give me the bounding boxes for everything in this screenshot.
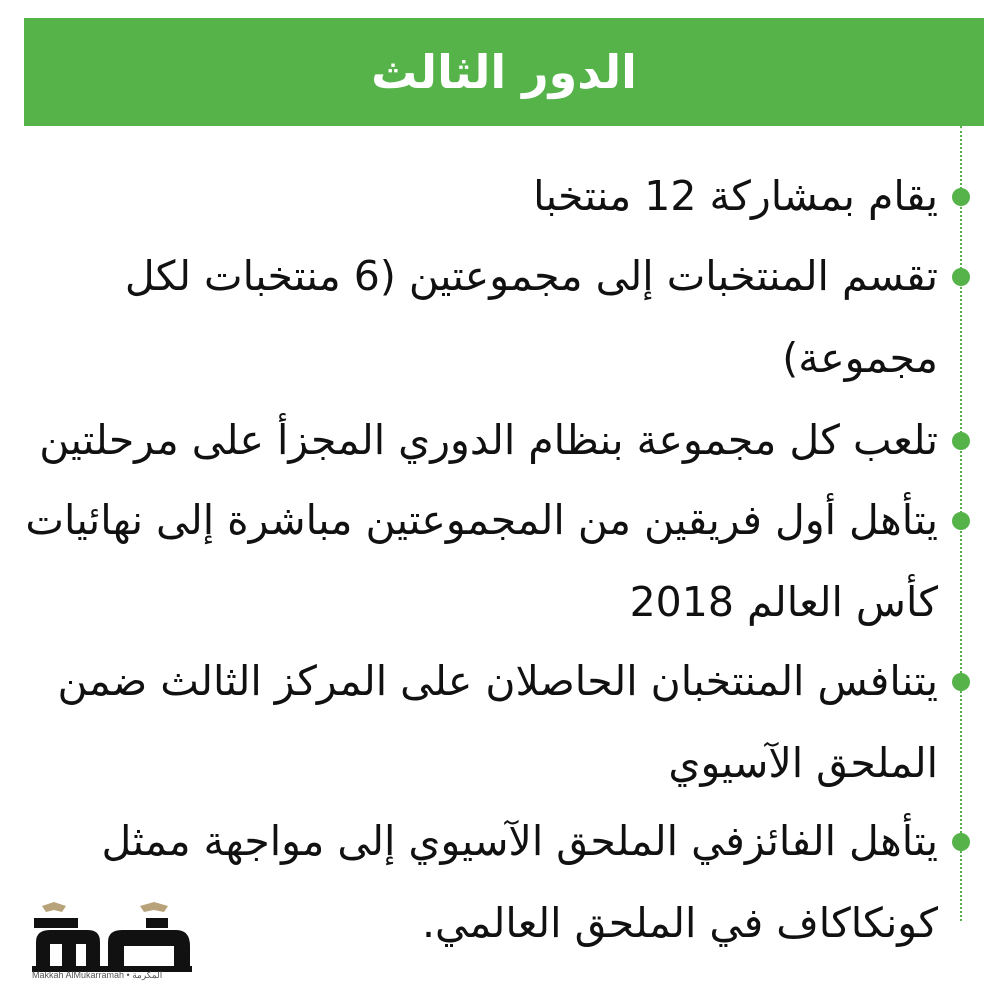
list-item: تقسم المنتخبات إلى مجموعتين (6 منتخبات لكل مجموعة) — [124, 252, 938, 382]
bullet-icon — [952, 188, 970, 206]
bullet-icon — [952, 432, 970, 450]
section-header — [24, 18, 984, 126]
bullet-icon — [952, 673, 970, 691]
list-item: يتنافس المنتخبان الحاصلان على المركز الثالث ضمن الملحق الآسيوي — [57, 657, 938, 787]
list-item: يقام بمشاركة 12 منتخبا — [533, 172, 938, 220]
bullet-icon — [952, 512, 970, 530]
section-title: الدور الثالث — [371, 45, 637, 99]
list-item: تلعب كل مجموعة بنظام الدوري المجزأ على مرحلتين — [39, 416, 938, 464]
list-item: يتأهل الفائزفي الملحق الآسيوي إلى مواجهة ممثل كونكاكاف في الملحق العالمي. — [101, 817, 938, 947]
list-item: يتأهل أول فريقين من المجموعتين مباشرة إلى نهائيات كأس العالم 2018 — [25, 496, 938, 626]
logo-caption: Makkah AlMukarramah • المكرمة — [32, 970, 163, 980]
bullet-icon — [952, 268, 970, 286]
bullet-icon — [952, 833, 970, 851]
